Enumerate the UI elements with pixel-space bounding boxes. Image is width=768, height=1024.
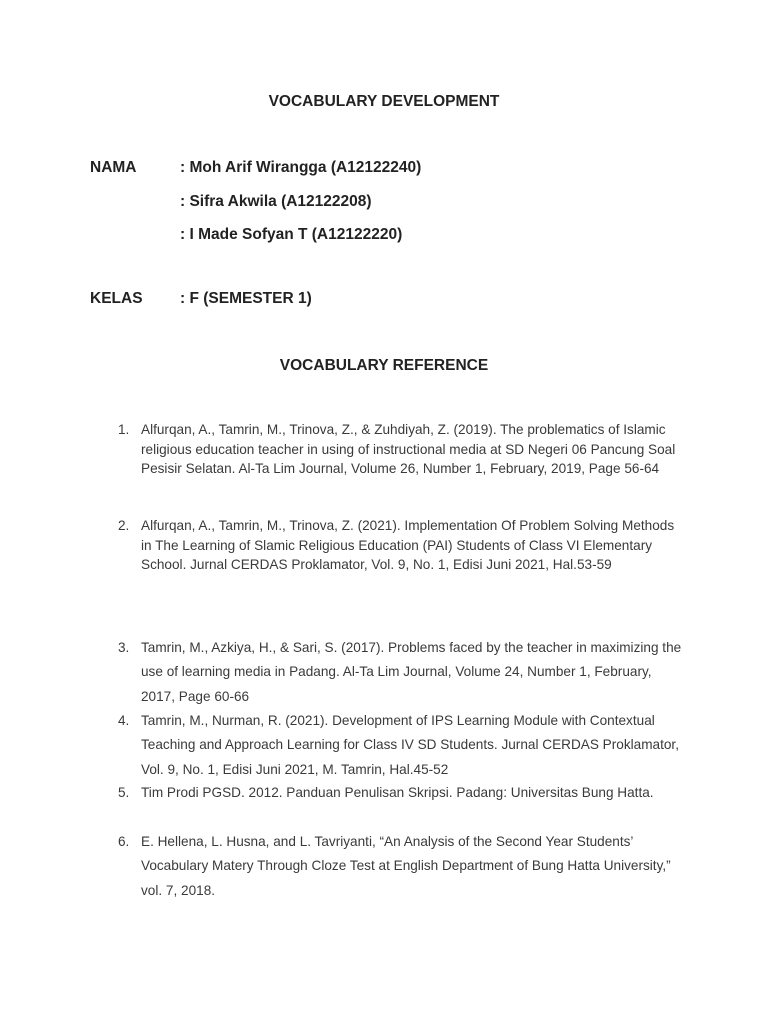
kelas-label: KELAS [90,290,143,307]
member-name-3: : I Made Sofyan T (A12122220) [180,226,403,243]
reference-item [118,516,688,575]
reference-item [118,420,688,479]
member-name-2: : Sifra Akwila (A12122208) [180,193,372,210]
reference-text: Tamrin, M., Nurman, R. (2021). Development of IPS Learning Module with Contextual Teaching and Approach Learning for Class IV SD Students. Jurnal CERDAS Proklamator, Vol. 9, No. 1, Edisi Juni 2021, M. Tamrin, Hal.45-52 [141,713,679,777]
reference-number: 6. [118,834,130,849]
reference-number: 3. [118,640,130,655]
kelas-value: : F (SEMESTER 1) [180,290,312,307]
reference-text: E. Hellena, L. Husna, and L. Tavriyanti, “An Analysis of the Second Year Students’ Vocabulary Matery Through Cloze Test at English Department of Bung Hatta University,” vol. 7, 2018. [141,834,671,898]
reference-title: VOCABULARY REFERENCE [279,357,489,374]
reference-text: Alfurqan, A., Tamrin, M., Trinova, Z., & Zuhdiyah, Z. (2019). The problematics of Islamic religious education teacher in using of instructional media at SD Negeri 06 Pancung Soal Pesisir Selatan. Al-Ta Lim Journal, Volume 26, Number 1, February, 2019, Page 56-64 [141,422,676,477]
reference-number: 5. [118,785,130,800]
document-title: VOCABULARY DEVELOPMENT [268,93,500,110]
reference-number: 4. [118,713,130,728]
reference-text: Tim Prodi PGSD. 2012. Panduan Penulisan Skripsi. Padang: Universitas Bung Hatta. [141,785,654,800]
reference-item [118,830,688,903]
nama-label: NAMA [90,159,137,176]
reference-item [118,781,688,805]
reference-text: Alfurqan, A., Tamrin, M., Trinova, Z. (2021). Implementation Of Problem Solving Methods in The Learning of Slamic Religious Education (PAI) Students of Class VI Elementary School. Jurnal CERDAS Proklamator, Vol. 9, No. 1, Edisi Juni 2021, Hal.53-59 [141,518,675,573]
reference-number: 2. [118,518,130,533]
reference-number: 1. [118,422,130,437]
reference-item [118,709,688,782]
member-name-1: : Moh Arif Wirangga (A12122240) [180,159,422,176]
reference-text: Tamrin, M., Azkiya, H., & Sari, S. (2017). Problems faced by the teacher in maximizing the use of learning media in Padang. Al-Ta Lim Journal, Volume 24, Number 1, February, 2017, Page 60-66 [141,640,682,704]
reference-item [118,636,688,709]
